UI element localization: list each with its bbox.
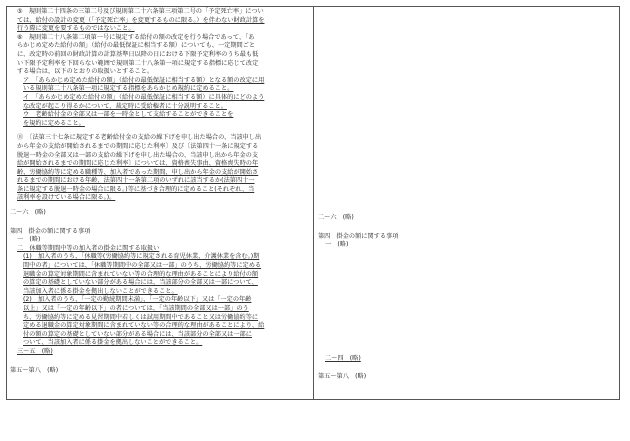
item-5-line: 行う際に変更を要するものではないこと。 [17, 25, 135, 33]
paragraph-1-line: (1) 加入者のうち、「休職等(労働協約等に規定される育児休業、介護休業を含む。)期 [23, 253, 260, 261]
right-column [318, 8, 614, 382]
item-6-a-line: いる規則第二十八条第一項に規定する指標をあらかじめ規約に定めること。 [23, 85, 234, 93]
paragraph-2-line: 以上」又は「一定の年齢以下」の者については、「当該期間の全部又は一部」のう [23, 305, 249, 312]
section-2-4-omitted: 二～四 (略) [325, 354, 361, 362]
item-11-line: から年金の支給が開始されるまでの期間に応じた利率〕及び〔法第四十一条に規定する [17, 142, 259, 150]
item-11-line: 脱退一時金の全部又は一部の支給の繰下げを申し出た場合の、当該申し出から年金の支 [17, 151, 259, 159]
paragraph-2 [10, 296, 308, 348]
paragraph-2-line: (2) 加入者のうち、「一定の勤続期間未満」、「一定の年齢以下」又は「一定の年齢 [23, 296, 252, 304]
chapter-4-item-1: 一 (略) [325, 241, 349, 249]
paragraph-1-line: 間中の者」については、「休職等期間中の全部又は一部」のうち、労働協約等に定める [23, 262, 262, 270]
item-6-a [10, 77, 308, 94]
paragraph-1-line: 退職金の算定対象期間に含まれていない等の合理的な理由があることにより給付の額 [23, 270, 259, 278]
section-2-6-omitted: 二～六 (略) [10, 209, 46, 217]
item-6 [10, 34, 308, 77]
item-6-i-line: な改定が起こり得るかについて、裁定時に受給権者に十分説明すること。 [23, 102, 227, 110]
section-2-6-omitted: 二～六 (略) [318, 214, 354, 221]
item-11-line: れるまでの期間における年齢、法第四十一条第二項のいずれに該当するか(法第四十一 [17, 177, 255, 185]
item-11-line: 齢、労働協約等に定める職種等、加入者であった期間、申し出から年金の支給が開始さ [17, 168, 259, 176]
chapter-4-title: 第四 掛金の額に関する事項 [318, 232, 399, 240]
chapter-5-8-omitted: 第五～第八 (略) [318, 373, 367, 381]
section-3-5-omitted: 三～五 (略) [17, 347, 53, 355]
item-5 [10, 8, 308, 34]
item-11-line: 条に規定する脱退一時金の場合に限る。)等に基づき合理的に定めること(それぞれ、当 [17, 185, 255, 193]
item-5-line: ては、給付の設計の変更（「予定死亡率」を変更するものに限る。）を伴わない財政計算を [17, 16, 265, 24]
item-6-line: する場合は、以下のとおりの取扱いとすること。 [17, 68, 154, 76]
item-5-line: ⑤ 規則第二十四条の三第二号及び規則第二十六条第三項第二号の「予定死亡率」につい [17, 8, 264, 15]
chapter-5-8-omitted: 第五～第八 (略) [10, 366, 59, 374]
chapter-4-title: 第四 掛金の額に関する事項 [10, 227, 91, 235]
paragraph-2-line: 付の額の算定の基礎としていない部分がある場合には、当該部分の全部又は一部に [23, 330, 252, 338]
item-11 [10, 134, 308, 203]
paragraph-1 [10, 253, 308, 296]
item-6-i-line: イ 「あらかじめ定めた給付の額」（給付の最低保証に相当する額）に具体的にどのよう [23, 93, 265, 101]
item-6-u-line: ウ 老齢給付金の全部又は一部を一時金として支給することができることを [23, 111, 234, 119]
item-6-line: に、改定時の前回の財政計算の計算基準日以降の日における下限予定利率のうち最も低 [17, 50, 259, 58]
item-11-line: 該利率を設けている場合に限る。)。 [17, 194, 116, 202]
column-divider [313, 6, 314, 400]
item-6-line: い下限予定利率を下回らない範囲で規則第二十八条第一項に規定する指標に応じて改定 [17, 59, 259, 67]
item-6-line: らかじめ定めた給付の額」（給付の最低保証に相当する額）についても、一定期間ごと [17, 42, 256, 50]
left-column [10, 8, 308, 375]
item-6-u [10, 111, 308, 128]
paragraph-2-line: 定める退職金の算定対象期間に含まれていない等の合理的な理由があることにより、給 [23, 322, 265, 330]
paragraph-1-line: の算定の基礎としていない部分がある場合には、当該部分の全部又は一部について、 [23, 279, 258, 287]
paragraph-2-line: ついて、当該加入者に係る掛金を拠出しないことができること。 [23, 339, 203, 347]
chapter-4-item-2-heading: 二 休職等期間中等の加入者の掛金に関する取扱い [17, 244, 160, 252]
item-6-u-line: を規約に定めること。 [23, 119, 85, 127]
item-6-a-line: ア 「あらかじめ定めた給付の額」（給付の最低保証に相当する額）となる額の改定に用 [23, 76, 265, 84]
paragraph-2-line: ち、労働協約等に定める見習期間中若しくは試用期間中であること又は労働協約等に [23, 313, 259, 321]
chapter-4-item-1: 一 (略) [17, 236, 41, 244]
item-11-line: ⑪ 〔法第三十七条に規定する老齢給付金の支給の繰下げを申し出た場合の、当該申し出 [17, 134, 262, 142]
item-6-line: ⑥ 規則第二十八条第二項第一号に規定する給付の額の改定を行う場合であって、「あ [17, 33, 255, 41]
item-6-i [10, 94, 308, 111]
paragraph-1-line: 当該加入者に係る掛金を拠出しないことができること。 [23, 287, 178, 295]
item-11-line: 給が開始されるまでの期間に応じた利率〕については、資格喪失事由、資格喪失時の年 [17, 160, 259, 168]
